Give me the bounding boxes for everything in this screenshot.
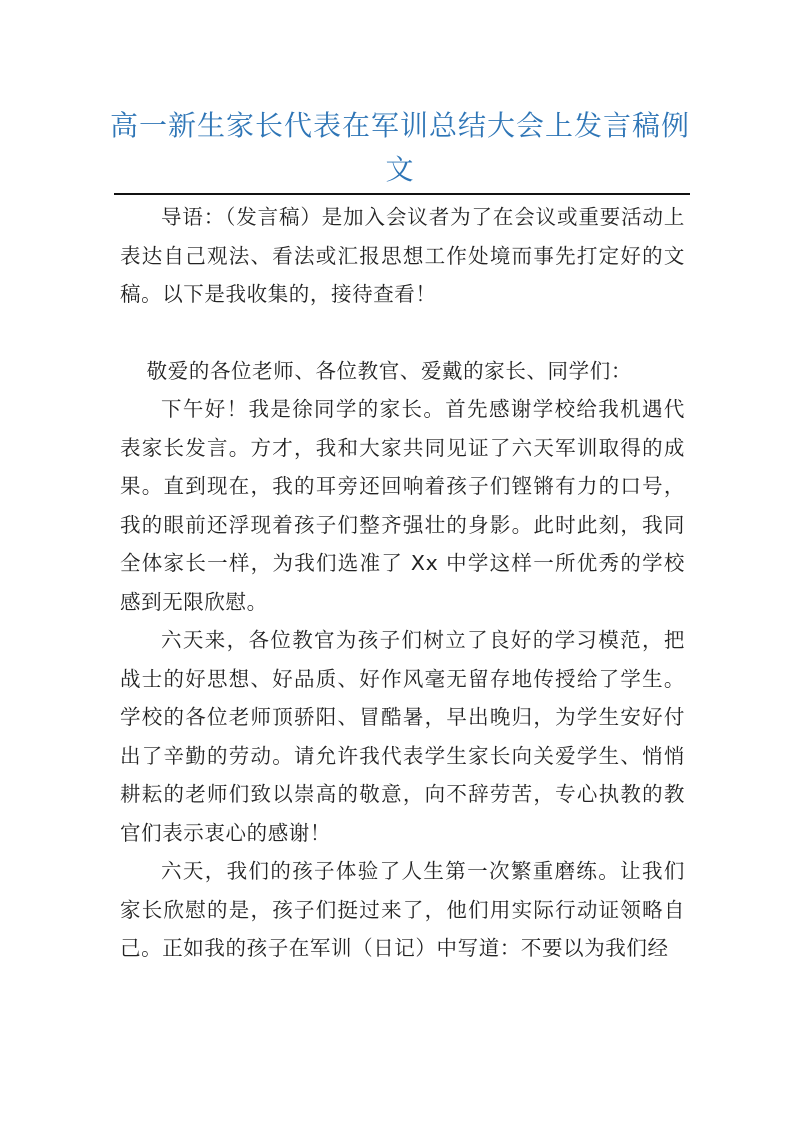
salutation-paragraph: 敬爱的各位老师、各位教官、爱戴的家长、同学们： (146, 358, 632, 383)
title-divider (114, 193, 690, 195)
document-title: 高一新生家长代表在军训总结大会上发言稿例文 (110, 109, 691, 186)
intro-paragraph: 导语：（发言稿）是加入会议者为了在会议或重要活动上表达自己观法、看法或汇报思想工作处境而事先打定好的文稿。以下是我收集的，接待查看！ (120, 205, 685, 306)
body-paragraph: 六天来，各位教官为孩子们树立了良好的学习模范，把战士的好思想、好品质、好作风毫无留存地传授给了学生。学校的各位老师顶骄阳、冒酷暑，早出晚归，为学生安好付出了辛勤的劳动。请允许我代表学生家长向关爱学生、悄悄耕耘的老师们致以崇高的敬意，向不辞劳苦，专心执教的教官们表示衷心的感谢！ (120, 628, 685, 845)
document-body (120, 198, 685, 968)
body-paragraph: 下午好！我是徐同学的家长。首先感谢学校给我机遇代表家长发言。方才，我和大家共同见证了六天军训取得的成果。直到现在，我的耳旁还回响着孩子们铿锵有力的口号，我的眼前还浮现着孩子们整齐强壮的身影。此时此刻，我同全体家长一样，为我们选准了 Xx 中学这样一所优秀的学校感到无限欣慰。 (120, 397, 685, 614)
body-paragraph: 六天，我们的孩子体验了人生第一次繁重磨练。让我们家长欣慰的是，孩子们挺过来了，他们用实际行动证领略自己。正如我的孩子在军训（日记）中写道：不要以为我们经 (120, 859, 685, 960)
